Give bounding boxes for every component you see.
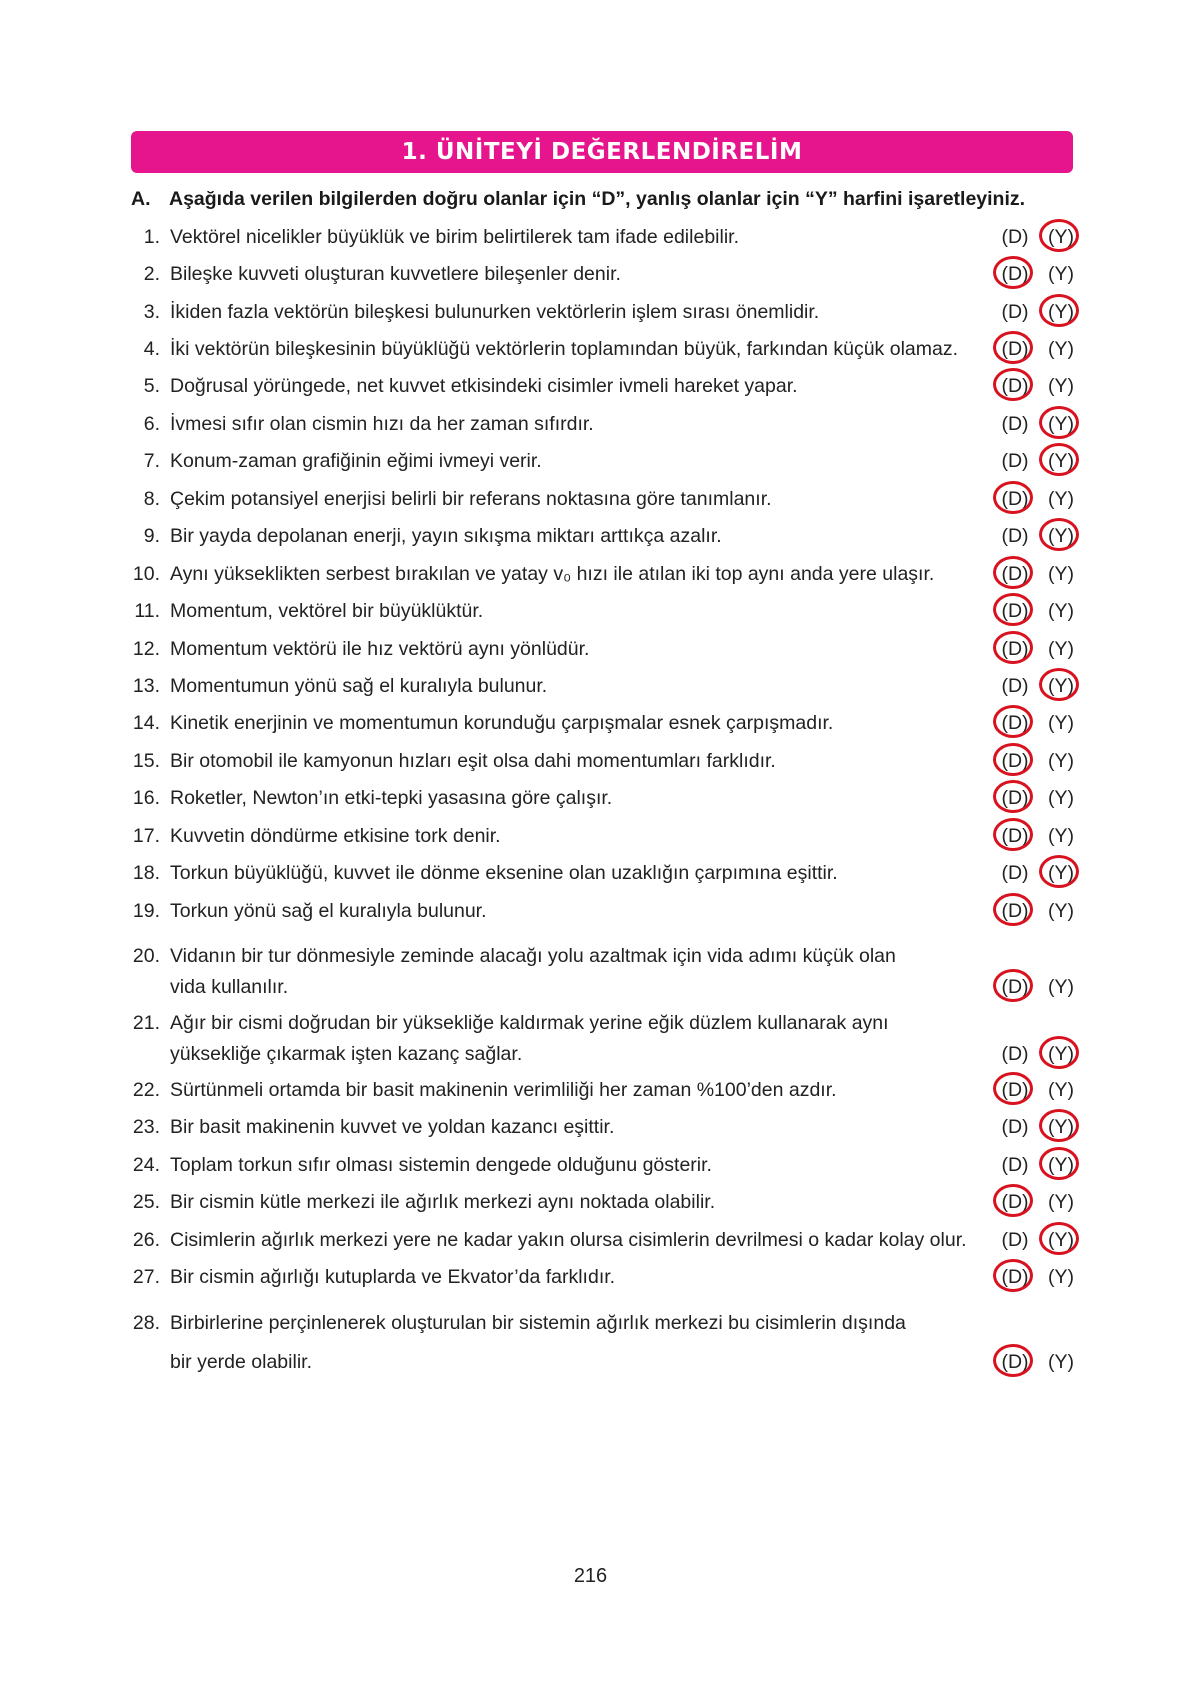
question-number: 5. (143, 375, 160, 397)
option-false[interactable]: (Y) (1048, 563, 1074, 585)
question-item (0, 636, 1181, 676)
question-line: Aynı yükseklikten serbest bırakılan ve yatay v₀ hızı ile atılan iki top aynı anda yere ulaşır. (170, 563, 935, 585)
option-true[interactable]: (D) (997, 1264, 1033, 1291)
question-text (170, 521, 990, 552)
question-text (170, 1008, 990, 1070)
question-text (170, 409, 990, 440)
question-text (170, 297, 990, 328)
question-text (170, 334, 990, 365)
question-number: 17. (132, 825, 160, 847)
option-true[interactable]: (D) (1001, 413, 1029, 435)
question-text (170, 484, 990, 515)
question-item (0, 411, 1181, 451)
option-true[interactable]: (D) (997, 561, 1033, 588)
question-line: Kinetik enerjinin ve momentumun korunduğu çarpışmalar esnek çarpışmadır. (170, 712, 834, 734)
question-text (170, 1225, 990, 1256)
question-line: Bileşke kuvveti oluşturan kuvvetlere bileşenler denir. (170, 263, 621, 285)
question-number: 8. (143, 488, 160, 510)
question-line: Bir cismin kütle merkezi ile ağırlık merkezi aynı noktada olabilir. (170, 1191, 716, 1213)
question-item (0, 1114, 1181, 1154)
question-item (0, 261, 1181, 301)
question-line: Ağır bir cismi doğrudan bir yüksekliğe kaldırmak yerine eğik düzlem kullanarak aynı (170, 1012, 889, 1034)
option-true[interactable]: (D) (997, 1077, 1033, 1104)
option-false[interactable]: (Y) (1048, 375, 1074, 397)
question-line: Konum-zaman grafiğinin eğimi ivmeyi verir. (170, 450, 542, 472)
question-line: Torkun yönü sağ el kuralıyla bulunur. (170, 900, 487, 922)
question-text (170, 371, 990, 402)
question-number: 13. (132, 675, 160, 697)
option-false[interactable]: (Y) (1043, 1152, 1079, 1179)
question-number: 25. (132, 1191, 160, 1213)
question-item (0, 943, 1181, 998)
question-line: Vidanın bir tur dönmesiyle zeminde alacağı yolu azaltmak için vida adımı küçük olan (170, 945, 896, 967)
option-true[interactable]: (D) (997, 748, 1033, 775)
option-false[interactable]: (Y) (1043, 411, 1079, 438)
option-false[interactable]: (Y) (1043, 1041, 1079, 1068)
question-text (170, 783, 990, 814)
option-false[interactable]: (Y) (1048, 750, 1074, 772)
option-false[interactable]: (Y) (1048, 263, 1074, 285)
question-line: yüksekliğe çıkarmak işten kazanç sağlar. (170, 1043, 523, 1065)
question-text (170, 596, 990, 627)
option-false[interactable]: (Y) (1048, 825, 1074, 847)
question-line: Momentum, vektörel bir büyüklüktür. (170, 600, 484, 622)
question-item (0, 1189, 1181, 1229)
option-false[interactable]: (Y) (1043, 673, 1079, 700)
question-item (0, 1010, 1181, 1065)
option-true[interactable]: (D) (997, 373, 1033, 400)
question-line: vida kullanılır. (170, 976, 289, 998)
question-number: 1. (143, 226, 160, 248)
option-true[interactable]: (D) (997, 1349, 1033, 1376)
option-false[interactable]: (Y) (1043, 448, 1079, 475)
question-line: Bir cismin ağırlığı kutuplarda ve Ekvator’da farklıdır. (170, 1266, 616, 1288)
question-text (170, 1075, 990, 1106)
question-number: 22. (132, 1079, 160, 1101)
option-false[interactable]: (Y) (1048, 338, 1074, 360)
section-banner (131, 131, 1073, 173)
question-line: bir yerde olabilir. (170, 1351, 312, 1373)
option-true[interactable]: (D) (1001, 525, 1029, 547)
question-number: 12. (132, 638, 160, 660)
question-text (170, 1112, 990, 1143)
instruction (131, 188, 1091, 211)
option-false[interactable]: (Y) (1043, 860, 1079, 887)
question-number: 14. (132, 712, 160, 734)
question-line: Bir yayda depolanan enerji, yayın sıkışma miktarı arttıkça azalır. (170, 525, 722, 547)
question-text (170, 446, 990, 477)
option-false[interactable]: (Y) (1043, 299, 1079, 326)
question-text (170, 1187, 990, 1218)
question-line: Momentumun yönü sağ el kuralıyla bulunur. (170, 675, 548, 697)
option-true[interactable]: (D) (997, 261, 1033, 288)
option-true[interactable]: (D) (1001, 675, 1029, 697)
question-number: 6. (143, 413, 160, 435)
question-text (170, 671, 990, 702)
option-false[interactable]: (Y) (1048, 600, 1074, 622)
option-true[interactable]: (D) (997, 636, 1033, 663)
question-number: 27. (132, 1266, 160, 1288)
option-false[interactable]: (Y) (1048, 488, 1074, 510)
question-item (0, 1077, 1181, 1117)
option-true[interactable]: (D) (997, 898, 1033, 925)
option-true[interactable]: (D) (1001, 450, 1029, 472)
question-line: Sürtünmeli ortamda bir basit makinenin verimliliği her zaman %100’den azdır. (170, 1079, 837, 1101)
question-item (0, 486, 1181, 526)
option-false[interactable]: (Y) (1043, 1114, 1079, 1141)
question-line: Doğrusal yörüngede, net kuvvet etkisindeki cisimler ivmeli hareket yapar. (170, 375, 798, 397)
question-text (170, 821, 990, 852)
question-number: 26. (132, 1229, 160, 1251)
option-true[interactable]: (D) (1001, 226, 1029, 248)
question-line: Toplam torkun sıfır olması sistemin dengede olduğunu gösterir. (170, 1154, 712, 1176)
option-true[interactable]: (D) (1001, 1043, 1029, 1065)
question-number: 10. (132, 563, 160, 585)
question-line: Kuvvetin döndürme etkisine tork denir. (170, 825, 501, 847)
question-item (0, 373, 1181, 413)
option-false[interactable]: (Y) (1048, 787, 1074, 809)
question-line: Momentum vektörü ile hız vektörü aynı yönlüdür. (170, 638, 590, 660)
option-true[interactable]: (D) (997, 1189, 1033, 1216)
question-number: 11. (134, 600, 160, 622)
question-text (170, 746, 990, 777)
question-line: Birbirlerine perçinlenerek oluşturulan bir sistemin ağırlık merkezi bu cisimlerin dışında (170, 1312, 906, 1334)
question-text (170, 634, 990, 665)
option-false[interactable]: (Y) (1043, 523, 1079, 550)
question-line: İvmesi sıfır olan cismin hızı da her zaman sıfırdır. (170, 413, 594, 435)
question-text (170, 858, 990, 889)
question-number: 15. (132, 750, 160, 772)
question-text (170, 708, 990, 739)
question-number: 18. (132, 862, 160, 884)
option-true[interactable]: (D) (1001, 1229, 1029, 1251)
option-false[interactable]: (Y) (1043, 224, 1079, 251)
option-true[interactable]: (D) (997, 598, 1033, 625)
question-text (170, 259, 990, 290)
page-number: 216 (573, 1565, 608, 1587)
question-line: Cisimlerin ağırlık merkezi yere ne kadar yakın olursa cisimlerin devrilmesi o kadar kolay olur. (170, 1229, 967, 1251)
option-false[interactable]: (Y) (1048, 1079, 1074, 1101)
section-title: 1. ÜNİTEYİ DEĞERLENDİRELİM (401, 139, 803, 165)
question-number: 24. (132, 1154, 160, 1176)
question-number: 19. (132, 900, 160, 922)
question-item (0, 1264, 1181, 1304)
question-number: 3. (143, 301, 160, 323)
option-false[interactable]: (Y) (1048, 1351, 1074, 1373)
question-number: 28. (132, 1312, 160, 1334)
option-true[interactable]: (D) (997, 785, 1033, 812)
option-true[interactable]: (D) (997, 336, 1033, 363)
question-number: 7. (143, 450, 160, 472)
question-line: Çekim potansiyel enerjisi belirli bir referans noktasına göre tanımlanır. (170, 488, 772, 510)
question-number: 2. (143, 263, 160, 285)
option-false[interactable]: (Y) (1048, 1266, 1074, 1288)
question-item (0, 898, 1181, 938)
option-true[interactable]: (D) (997, 486, 1033, 513)
question-text (170, 1262, 990, 1293)
option-false[interactable]: (Y) (1048, 1191, 1074, 1213)
question-line: İkiden fazla vektörün bileşkesi bulunurken vektörlerin işlem sırası önemlidir. (170, 301, 820, 323)
option-true[interactable]: (D) (1001, 862, 1029, 884)
question-number: 20. (132, 945, 160, 967)
option-true[interactable]: (D) (997, 710, 1033, 737)
question-text (170, 559, 990, 590)
option-false[interactable]: (Y) (1048, 900, 1074, 922)
question-text (170, 896, 990, 927)
question-line: Bir otomobil ile kamyonun hızları eşit olsa dahi momentumları farklıdır. (170, 750, 776, 772)
option-true[interactable]: (D) (1001, 301, 1029, 323)
question-item (0, 1310, 1181, 1373)
question-number: 9. (143, 525, 160, 547)
question-text (170, 1308, 990, 1378)
instruction-text: Aşağıda verilen bilgilerden doğru olanlar için “D”, yanlış olanlar için “Y” harfini işaretleyiniz. (169, 188, 1026, 210)
question-item (0, 823, 1181, 863)
option-true[interactable]: (D) (997, 823, 1033, 850)
question-line: Bir basit makinenin kuvvet ve yoldan kazancı eşittir. (170, 1116, 615, 1138)
question-number: 23. (132, 1116, 160, 1138)
question-line: Torkun büyüklüğü, kuvvet ile dönme eksenine olan uzaklığın çarpımına eşittir. (170, 862, 838, 884)
question-number: 16. (132, 787, 160, 809)
question-line: Vektörel nicelikler büyüklük ve birim belirtilerek tam ifade edilebilir. (170, 226, 739, 248)
question-text (170, 1150, 990, 1181)
option-false[interactable]: (Y) (1048, 638, 1074, 660)
question-number: 4. (143, 338, 160, 360)
option-false[interactable]: (Y) (1048, 712, 1074, 734)
question-text (170, 222, 990, 253)
question-number: 21. (132, 1012, 160, 1034)
question-text (170, 941, 990, 1003)
option-true[interactable]: (D) (997, 974, 1033, 1001)
question-line: İki vektörün bileşkesinin büyüklüğü vektörlerin toplamından büyük, farkından küçük olamaz. (170, 338, 959, 360)
question-line: Roketler, Newton’ın etki-tepki yasasına göre çalışır. (170, 787, 613, 809)
option-false[interactable]: (Y) (1048, 976, 1074, 998)
instruction-letter: A. (131, 188, 151, 210)
option-false[interactable]: (Y) (1043, 1227, 1079, 1254)
option-true[interactable]: (D) (1001, 1116, 1029, 1138)
option-true[interactable]: (D) (1001, 1154, 1029, 1176)
